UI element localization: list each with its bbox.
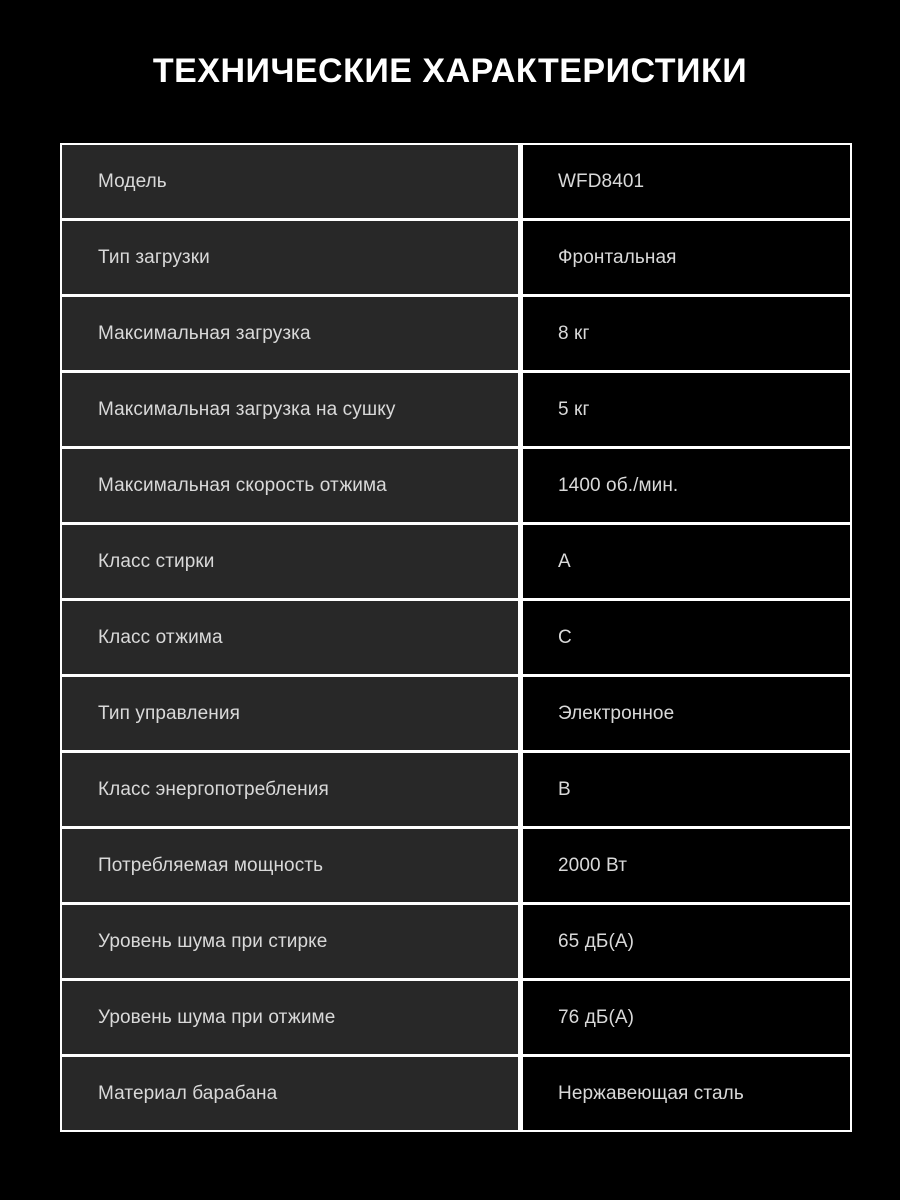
spec-value: B (558, 778, 571, 800)
spec-label-cell (62, 677, 523, 750)
spec-label: Класс стирки (98, 550, 215, 572)
spec-value-cell (523, 601, 850, 674)
table-row (62, 373, 850, 449)
spec-value: A (558, 550, 571, 572)
spec-label: Тип загрузки (98, 246, 210, 268)
table-row (62, 753, 850, 829)
table-row (62, 829, 850, 905)
spec-label: Максимальная загрузка на сушку (98, 398, 396, 420)
table-row (62, 981, 850, 1057)
spec-table (60, 143, 852, 1132)
spec-value-cell (523, 145, 850, 218)
table-row (62, 221, 850, 297)
spec-value: 65 дБ(А) (558, 930, 635, 952)
spec-value-cell (523, 677, 850, 750)
spec-label: Класс отжима (98, 626, 223, 648)
spec-value: 8 кг (558, 322, 590, 344)
spec-value-cell (523, 1057, 850, 1130)
spec-value-cell (523, 905, 850, 978)
spec-value: 76 дБ(А) (558, 1006, 635, 1028)
spec-label: Модель (98, 170, 167, 192)
spec-value-cell (523, 525, 850, 598)
table-row (62, 449, 850, 525)
spec-value: 2000 Вт (558, 854, 627, 876)
spec-label-cell (62, 905, 523, 978)
spec-value: 1400 об./мин. (558, 474, 679, 496)
spec-label-cell (62, 753, 523, 826)
table-row (62, 145, 850, 221)
spec-value: C (558, 626, 572, 648)
spec-label: Уровень шума при отжиме (98, 1006, 336, 1028)
spec-label-cell (62, 981, 523, 1054)
spec-label: Класс энергопотребления (98, 778, 329, 800)
spec-label-cell (62, 297, 523, 370)
spec-value-cell (523, 297, 850, 370)
spec-label-cell (62, 449, 523, 522)
spec-value: WFD8401 (558, 170, 645, 192)
spec-value: Нержавеющая сталь (558, 1082, 744, 1104)
spec-value-cell (523, 221, 850, 294)
table-row (62, 525, 850, 601)
spec-label-cell (62, 145, 523, 218)
spec-label: Потребляемая мощность (98, 854, 324, 876)
table-row (62, 905, 850, 981)
spec-value-cell (523, 981, 850, 1054)
table-row (62, 677, 850, 753)
page-header (0, 0, 900, 143)
spec-label-cell (62, 601, 523, 674)
spec-label-cell (62, 373, 523, 446)
spec-value: Электронное (558, 702, 675, 724)
spec-label: Максимальная скорость отжима (98, 474, 387, 496)
spec-label: Материал барабана (98, 1082, 278, 1104)
spec-value: 5 кг (558, 398, 590, 420)
spec-label: Максимальная загрузка (98, 322, 311, 344)
spec-label-cell (62, 1057, 523, 1130)
spec-label: Тип управления (98, 702, 240, 724)
table-row (62, 297, 850, 373)
spec-value-cell (523, 449, 850, 522)
spec-value-cell (523, 753, 850, 826)
table-row (62, 1057, 850, 1130)
spec-label-cell (62, 221, 523, 294)
spec-value-cell (523, 373, 850, 446)
table-row (62, 601, 850, 677)
spec-label-cell (62, 829, 523, 902)
spec-value-cell (523, 829, 850, 902)
spec-value: Фронтальная (558, 246, 677, 268)
page-title: ТЕХНИЧЕСКИЕ ХАРАКТЕРИСТИКИ (152, 52, 748, 90)
spec-label: Уровень шума при стирке (98, 930, 328, 952)
spec-label-cell (62, 525, 523, 598)
